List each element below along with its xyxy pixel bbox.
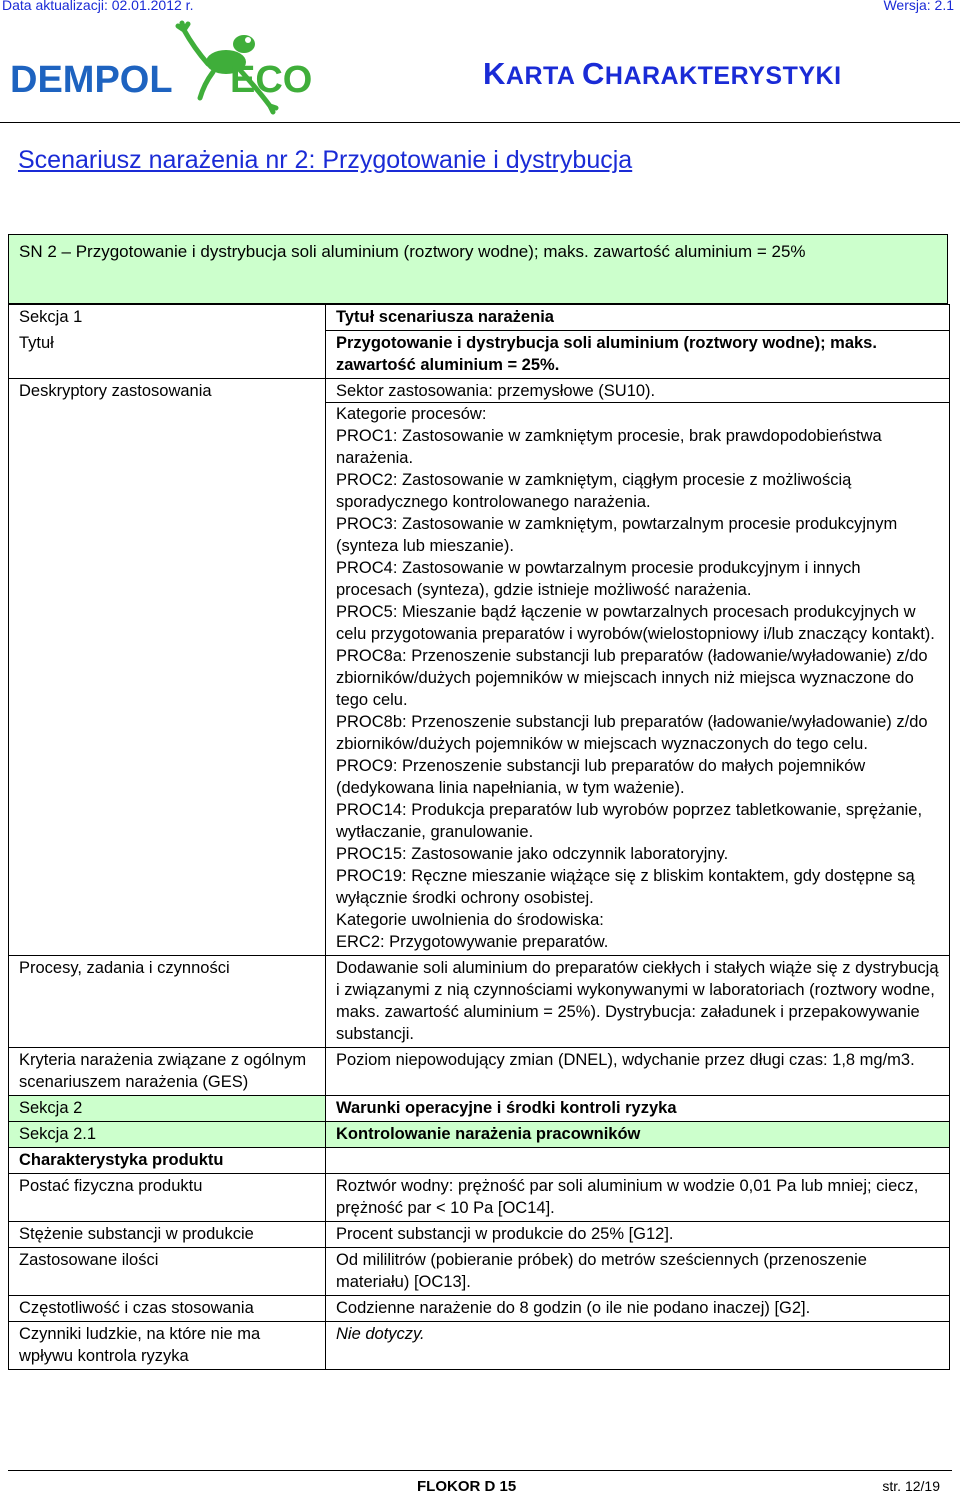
- product-characteristics-label: Charakterystyka produktu: [9, 1148, 326, 1174]
- frequency-value: Codzienne narażenie do 8 godzin (o ile nie podano inaczej) [G2].: [326, 1296, 950, 1322]
- section-2-1-title: Kontrolowanie narażenia pracowników: [326, 1122, 950, 1148]
- table-row: [9, 1322, 950, 1370]
- proc-line: PROC8b: Przenoszenie substancji lub preparatów (ładowanie/wyładowanie) z/do zbiorników/dużych pojemników w miejscach wyznaczonych do tego celu.: [336, 713, 928, 753]
- section-2-title: Warunki operacyjne i środki kontroli ryzyka: [326, 1096, 950, 1122]
- svg-text:DEMPOL: DEMPOL: [10, 59, 173, 101]
- use-descriptors-value: [326, 379, 950, 956]
- footer-divider: [8, 1470, 952, 1471]
- frequency-label: Częstotliwość i czas stosowania: [9, 1296, 326, 1322]
- proc-line: PROC1: Zastosowanie w zamkniętym procesie, brak prawdopodobieństwa narażenia.: [336, 427, 882, 467]
- proc-line: PROC3: Zastosowanie w zamkniętym, powtarzalnym procesie produkcyjnym (synteza lub mieszanie).: [336, 515, 898, 555]
- amounts-used-value: Od mililitrów (pobieranie próbek) do metrów sześciennych (przenoszenie materiału) [OC13].: [326, 1248, 950, 1296]
- erc-label: Kategorie uwolnienia do środowiska:: [336, 911, 604, 929]
- exposure-criteria-value: Poziom niepowodujący zmian (DNEL), wdychanie przez długi czas: 1,8 mg/m3.: [326, 1048, 950, 1096]
- processes-value: Dodawanie soli aluminium do preparatów ciekłych i stałych wiąże się z dystrybucją i związanymi z nią czynnościami wykonywanymi w laboratoriach (roztwory wodne, maks. zawartość aluminium = 25%). Dystrybucja: załadunek i przepakowywanie substancji.: [326, 956, 950, 1048]
- table-row: [9, 1174, 950, 1222]
- erc-value: ERC2: Przygotowywanie preparatów.: [336, 933, 609, 951]
- table-row: [9, 331, 950, 379]
- table-row: [9, 379, 950, 956]
- title-value: Przygotowanie i dystrybucja soli aluminium (roztwory wodne); maks. zawartość aluminium = 25%.: [326, 331, 950, 379]
- top-bar: [0, 0, 960, 14]
- footer-product-name: FLOKOR D 15: [417, 1478, 517, 1495]
- title-label: Tytuł: [9, 331, 326, 379]
- human-factors-value: Nie dotyczy.: [326, 1322, 950, 1370]
- document-header: [0, 14, 960, 123]
- human-factors-label: Czynniki ludzkie, na które nie ma wpływu kontrola ryzyka: [9, 1322, 326, 1370]
- physical-form-value: Roztwór wodny: prężność par soli aluminium w wodzie 0,01 Pa lub mniej; ciecz, prężność par < 10 Pa [OC14].: [326, 1174, 950, 1222]
- table-row: [9, 1248, 950, 1296]
- section-2-1-label: Sekcja 2.1: [9, 1122, 326, 1148]
- version-label: Wersja: 2.1: [883, 0, 954, 13]
- proc-line: PROC5: Mieszanie bądź łączenie w powtarzalnych procesach produkcyjnych w celu przygotowania preparatów i wyrobów(wielostopniowy i/lub znaczący kontakt).: [336, 603, 935, 643]
- proc-line: PROC19: Ręczne mieszanie wiążące się z bliskim kontaktem, gdy dostępne są wyłącznie środki ochrony osobistej.: [336, 867, 915, 907]
- exposure-criteria-label: Kryteria narażenia związane z ogólnym scenariuszem narażenia (GES): [9, 1048, 326, 1096]
- proc-line: PROC15: Zastosowanie jako odczynnik laboratoryjny.: [336, 845, 729, 863]
- footer-page-number: str. 12/19: [882, 1478, 940, 1494]
- processes-label: Procesy, zadania i czynności: [9, 956, 326, 1048]
- table-row: [9, 1222, 950, 1248]
- amounts-used-label: Zastosowane ilości: [9, 1248, 326, 1296]
- proc-line: PROC9: Przenoszenie substancji lub preparatów do małych pojemników (dedykowana linia napełniania, w tym ważenie).: [336, 757, 866, 797]
- table-row: [9, 1296, 950, 1322]
- document-title: KARTA CHARAKTERYSTYKI: [483, 56, 842, 91]
- proc-line: Kategorie procesów:: [336, 405, 487, 423]
- proc-line: PROC14: Produkcja preparatów lub wyrobów poprzez tabletkowanie, sprężanie, wytłaczanie, granulowanie.: [336, 801, 923, 841]
- scenario-title-header: Tytuł scenariusza narażenia: [326, 305, 950, 331]
- physical-form-label: Postać fizyczna produktu: [9, 1174, 326, 1222]
- sector-of-use: Sektor zastosowania: przemysłowe (SU10).: [326, 380, 949, 403]
- concentration-label: Stężenie substancji w produkcie: [9, 1222, 326, 1248]
- section-2-label: Sekcja 2: [9, 1096, 326, 1122]
- dempol-eco-logo: [8, 20, 318, 116]
- table-row: [9, 956, 950, 1048]
- svg-text:ECO: ECO: [230, 59, 313, 101]
- proc-line: PROC8a: Przenoszenie substancji lub preparatów (ładowanie/wyładowanie) z/do zbiorników/dużych pojemników w miejscach innych niż miejsca wyznaczone do tego celu.: [336, 647, 928, 709]
- empty-cell: [326, 1148, 950, 1174]
- scenario-title: Scenariusz narażenia nr 2: Przygotowanie i dystrybucja: [18, 146, 633, 174]
- section-1-label: Sekcja 1: [9, 305, 326, 331]
- table-row: [9, 1122, 950, 1148]
- scenario-summary-box: SN 2 – Przygotowanie i dystrybucja soli aluminium (roztwory wodne); maks. zawartość aluminium = 25%: [8, 234, 948, 304]
- table-row: [9, 305, 950, 331]
- update-date: Data aktualizacji: 02.01.2012 r.: [2, 0, 194, 13]
- table-row: [9, 1148, 950, 1174]
- concentration-value: Procent substancji w produkcie do 25% [G12].: [326, 1222, 950, 1248]
- proc-line: PROC4: Zastosowanie w powtarzalnym procesie produkcyjnym i innych procesach (synteza), gdzie istnieje możliwość narażenia.: [336, 559, 861, 599]
- table-row: [9, 1048, 950, 1096]
- proc-line: PROC2: Zastosowanie w zamkniętym, ciągłym procesie z możliwością sporadycznego kontrolowanego narażenia.: [336, 471, 852, 511]
- use-descriptors-label: Deskryptory zastosowania: [9, 379, 326, 956]
- table-row: [9, 1096, 950, 1122]
- scenario-table: [8, 304, 950, 1370]
